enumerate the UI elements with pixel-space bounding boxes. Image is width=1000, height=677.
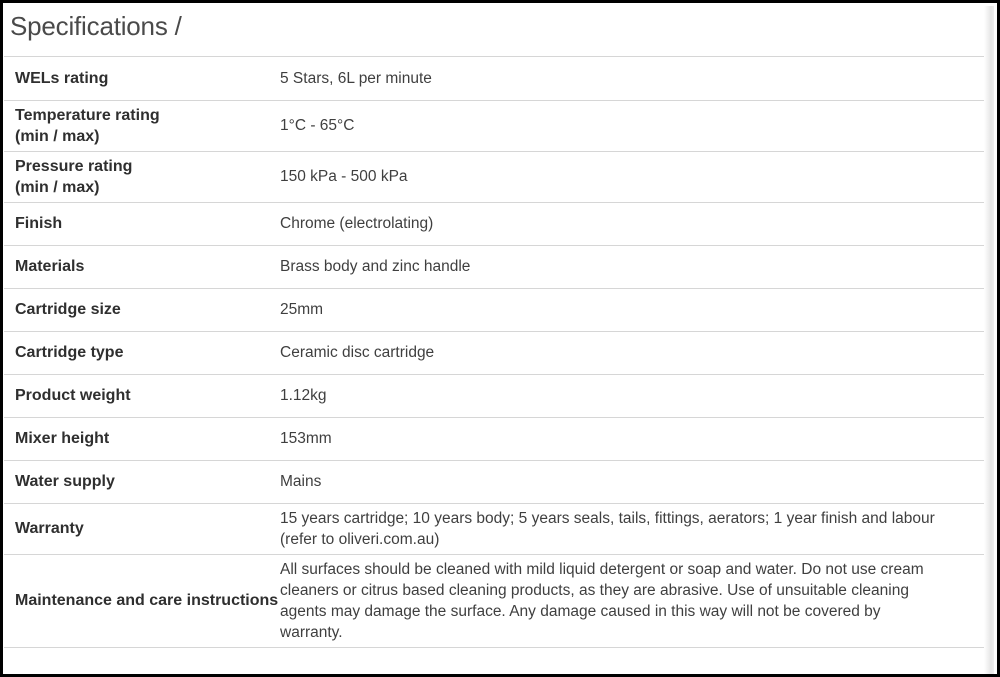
spec-label: Temperature rating (min / max) (15, 106, 160, 145)
spec-label: WELs rating (15, 69, 109, 87)
spec-value: All surfaces should be cleaned with mild liquid detergent or soap and water. Do not use cream cleaners or citrus based cleaning products, as they are abrasive. Use of unsuitable cleaning agents may damage the surface. Any damage caused in this way will not be covered by warranty. (280, 560, 924, 641)
spec-value: Chrome (electrolating) (280, 215, 434, 232)
spec-value: 15 years cartridge; 10 years body; 5 years seals, tails, fittings, aerators; 1 year finish and labour (refer to oliveri.com.au) (280, 509, 935, 548)
table-row (4, 503, 984, 554)
spec-label: Water supply (15, 473, 115, 490)
spec-value: 150 kPa - 500 kPa (280, 168, 408, 185)
spec-label: Cartridge size (15, 301, 121, 318)
spec-label: Warranty (15, 520, 84, 537)
table-row (4, 460, 984, 503)
spec-value: Ceramic disc cartridge (280, 344, 435, 361)
spec-value: Brass body and zinc handle (280, 258, 471, 275)
spec-value: Mains (280, 473, 322, 490)
spec-value: 25mm (280, 301, 324, 318)
table-row (4, 245, 984, 288)
spec-label: Cartridge type (15, 344, 124, 361)
spec-label: Pressure rating (min / max) (15, 157, 133, 196)
spec-label: Maintenance and care instructions (15, 592, 279, 609)
table-row (4, 151, 984, 202)
table-row (4, 288, 984, 331)
table-row (4, 57, 984, 100)
spec-value: 1.12kg (280, 387, 327, 404)
table-row (4, 417, 984, 460)
table-row (4, 374, 984, 417)
scrollbar-track (984, 6, 994, 674)
table-row (4, 100, 984, 151)
spec-value: 5 Stars, 6L per minute (280, 69, 432, 87)
table-row (4, 202, 984, 245)
table-row (4, 331, 984, 374)
spec-label: Materials (15, 258, 85, 275)
spec-label: Finish (15, 215, 63, 232)
specifications-table (4, 57, 984, 648)
table-row (4, 554, 984, 647)
page-title: Specifications / (10, 11, 182, 41)
spec-value: 153mm (280, 430, 332, 447)
spec-label: Mixer height (15, 430, 110, 447)
spec-label: Product weight (15, 387, 131, 404)
spec-value: 1°C - 65°C (280, 117, 355, 134)
